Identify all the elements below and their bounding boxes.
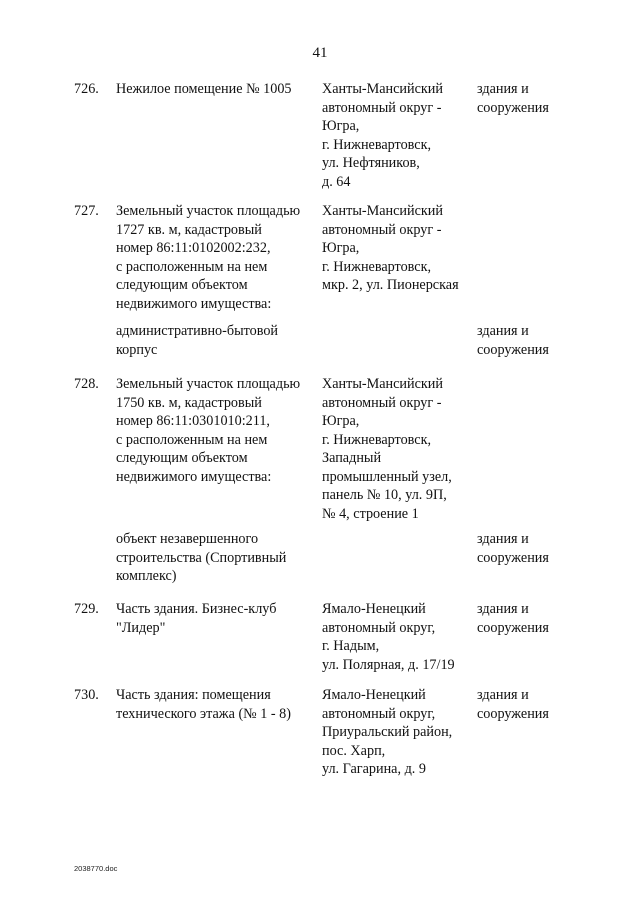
address-line: г. Надым, [322,638,380,654]
address-line: г. Нижневартовск, [322,431,432,448]
address-line: автономный округ, [322,619,436,636]
address-line: Ханты-Мансийский [322,376,443,392]
entry-address [322,375,477,523]
entry-address [322,600,477,674]
address-line: г. Нижневартовск, [322,258,432,275]
description-line: с расположенным на нем [116,431,268,448]
type-line: сооружения [477,619,549,636]
address-line: автономный округ - [322,394,442,411]
description-line: Земельный участок площадью [116,376,301,392]
type-line: здания и [477,531,529,547]
address-line: Ханты-Мансийский [322,203,443,219]
description-line: "Лидер" [116,619,166,636]
entry-type [477,530,577,567]
entry-type [477,80,577,117]
address-line: Югра, [322,240,360,256]
page-number: 41 [312,45,328,61]
address-line: ул. Полярная, д. 17/19 [322,656,455,673]
description-line: административно-бытовой [116,323,279,339]
description-line: корпус [116,341,158,358]
description-line: с расположенным на нем [116,258,268,275]
description-line: 1750 кв. м, кадастровый [116,394,262,411]
entry-number: 726. [74,81,99,97]
entry-address [322,80,477,191]
entry-number: 729. [74,601,99,617]
sub-description [116,530,316,586]
description-line: следующим объектом [116,450,248,466]
address-line: промышленный узел, [322,468,452,485]
address-line: № 4, строение 1 [322,505,419,522]
entry-type [477,322,577,359]
description-line: Часть здания. Бизнес-клуб [116,601,277,617]
type-line: здания и [477,323,529,339]
address-line: автономный округ - [322,221,442,238]
description-line: недвижимого имущества: [116,295,272,312]
address-line: мкр. 2, ул. Пионерская [322,277,459,293]
description-line: 1727 кв. м, кадастровый [116,221,262,238]
address-line: панель № 10, ул. 9П, [322,487,447,503]
document-footer: 2038770.doc [74,864,118,873]
description-line: Земельный участок площадью [116,203,301,219]
entry-description [116,600,316,637]
description-line: комплекс) [116,568,177,584]
description-line: объект незавершенного [116,531,259,547]
entry-type [477,600,577,637]
type-line: сооружения [477,549,549,566]
entry-type [477,686,577,723]
address-line: ул. Нефтяников, [322,155,420,171]
entry-number: 727. [74,203,99,219]
type-line: здания и [477,601,529,617]
address-line: автономный округ, [322,705,436,722]
address-line: Ханты-Мансийский [322,81,443,97]
address-line: Югра, [322,413,360,429]
address-line: Приуральский район, [322,724,453,740]
description-line: Часть здания: помещения [116,687,271,703]
address-line: г. Нижневартовск, [322,136,432,153]
description-line: технического этажа (№ 1 - 8) [116,705,291,722]
description-line: следующим объектом [116,277,248,293]
entry-description [116,375,316,486]
entry-address [322,686,477,779]
address-line: Ямало-Ненецкий [322,601,426,617]
description-line: недвижимого имущества: [116,468,272,485]
address-line: Югра, [322,118,360,134]
address-line: Ямало-Ненецкий [322,687,426,703]
type-line: сооружения [477,99,549,116]
description-line: Нежилое помещение № 1005 [116,81,292,97]
type-line: сооружения [477,705,549,722]
address-line: автономный округ - [322,99,442,116]
description-line: номер 86:11:0301010:211, [116,413,270,429]
entry-description [116,202,316,313]
entry-description [116,80,316,99]
entry-address [322,202,477,295]
address-line: ул. Гагарина, д. 9 [322,761,426,777]
address-line: д. 64 [322,173,351,190]
sub-description [116,322,316,359]
description-line: номер 86:11:0102002:232, [116,240,271,256]
address-line: пос. Харп, [322,742,386,759]
type-line: сооружения [477,341,549,358]
entry-number: 728. [74,376,99,392]
type-line: здания и [477,81,529,97]
entry-number: 730. [74,687,99,703]
description-line: строительства (Спортивный [116,549,287,566]
address-line: Западный [322,450,382,466]
type-line: здания и [477,687,529,703]
entry-description [116,686,316,723]
